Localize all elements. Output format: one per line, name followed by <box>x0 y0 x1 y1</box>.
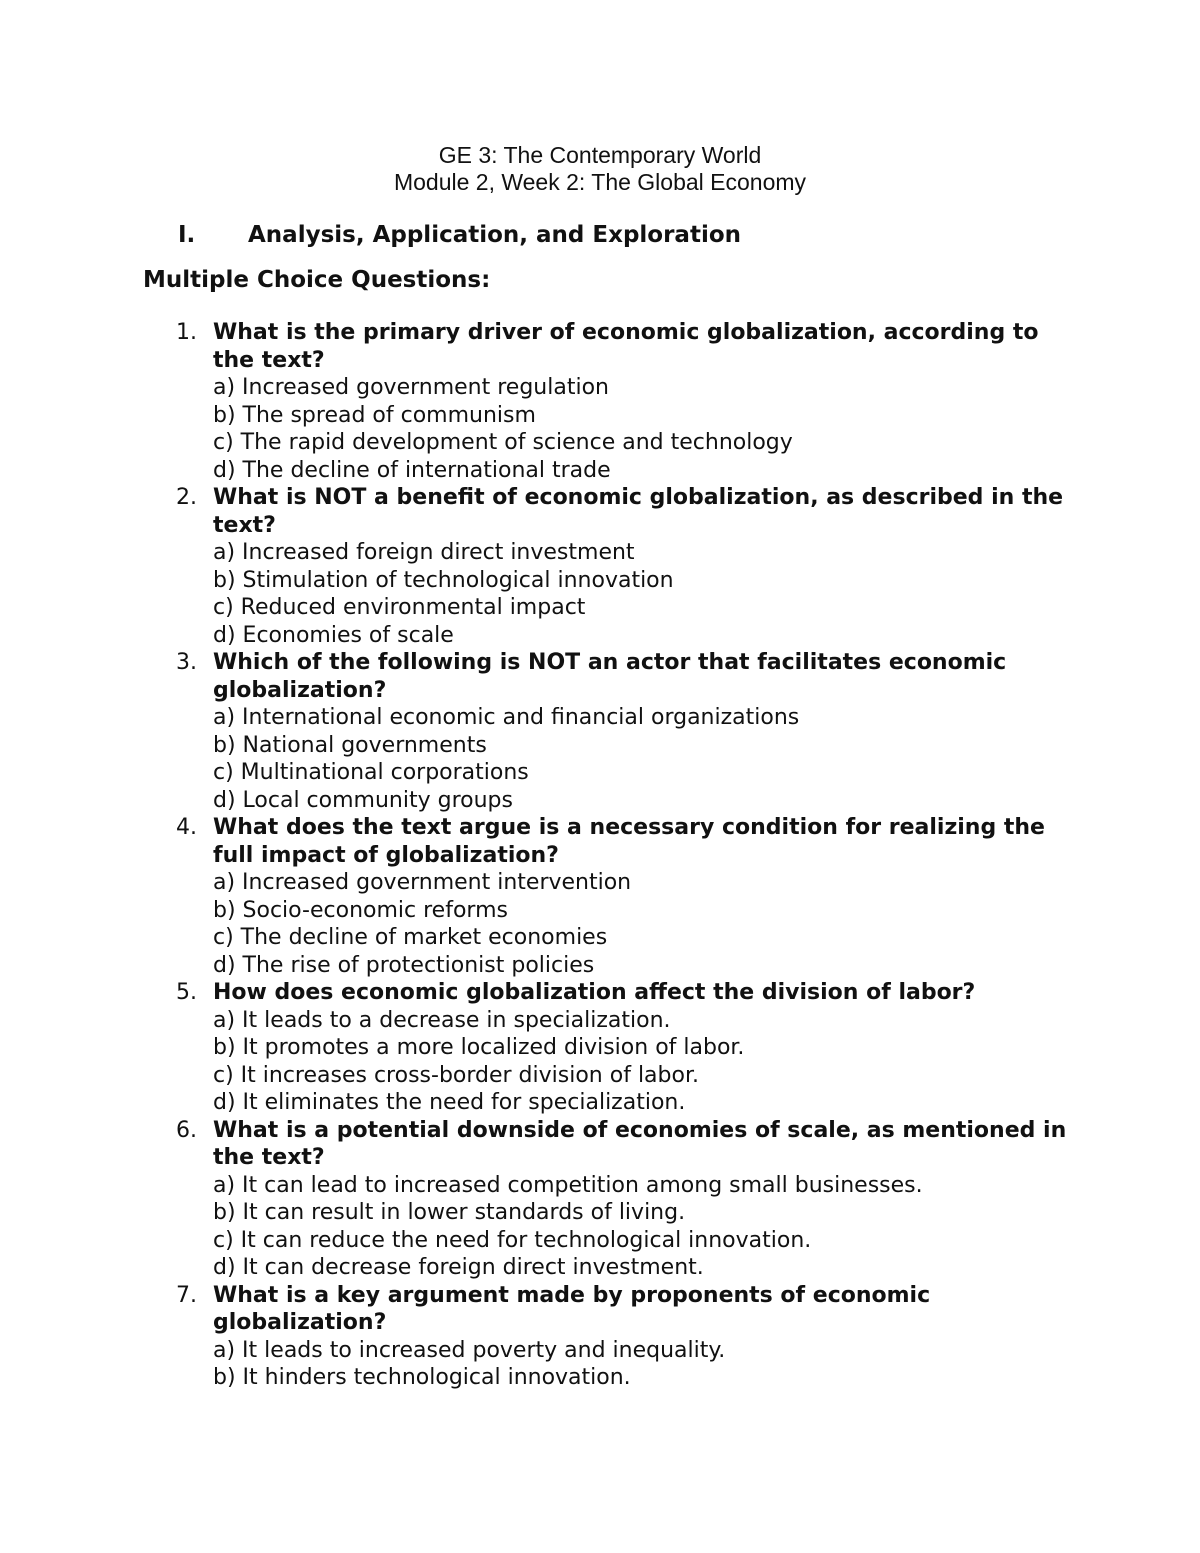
question-list <box>0 319 1200 1392</box>
question-number: 1. <box>176 320 197 345</box>
question-text: How does economic globalization affect the division of labor? <box>213 980 976 1005</box>
answer-option: a) Increased government intervention <box>213 870 632 895</box>
answer-options <box>213 704 1073 814</box>
question-number: 4. <box>176 815 197 840</box>
answer-option: c) It increases cross-border division of labor. <box>213 1062 699 1088</box>
answer-options <box>213 374 1073 484</box>
answer-option: b) Socio-economic reforms <box>213 897 508 923</box>
question-text: What is a potential downside of economies of scale, as mentioned in the text? <box>213 1117 1067 1170</box>
answer-option: b) It hinders technological innovation. <box>213 1365 631 1390</box>
answer-option: d) The rise of protectionist policies <box>213 952 595 978</box>
course-title: GE 3: The Contemporary World <box>438 142 762 168</box>
answer-options <box>213 1172 1073 1282</box>
answer-option: b) National governments <box>213 732 487 758</box>
question-item <box>0 649 1073 814</box>
answer-options <box>213 869 1073 979</box>
question-number: 5. <box>176 980 197 1005</box>
multiple-choice-heading: Multiple Choice Questions: <box>143 267 491 293</box>
answer-option: b) The spread of communism <box>213 402 536 428</box>
answer-option: a) Increased government regulation <box>213 375 609 400</box>
question-item <box>0 484 1073 649</box>
question-number: 2. <box>176 485 197 510</box>
question-item <box>0 979 1073 1117</box>
answer-options <box>213 539 1073 649</box>
answer-option: a) Increased foreign direct investment <box>213 540 635 565</box>
answer-options <box>213 1337 1073 1392</box>
answer-option: c) Reduced environmental impact <box>213 595 586 620</box>
answer-option: a) It leads to a decrease in specialization. <box>213 1007 671 1033</box>
answer-option: a) It leads to increased poverty and inequality. <box>213 1337 726 1363</box>
question-text: What is NOT a benefit of economic globalization, as described in the text? <box>213 485 1064 538</box>
answer-option: c) Multinational corporations <box>213 760 529 785</box>
answer-options <box>213 1007 1073 1117</box>
answer-option: d) The decline of international trade <box>213 457 611 483</box>
question-number: 7. <box>176 1282 197 1308</box>
question-item <box>0 1117 1073 1282</box>
question-item <box>0 1282 1073 1392</box>
section-heading <box>178 219 741 251</box>
answer-option: c) The decline of market economies <box>213 925 608 950</box>
question-item <box>0 319 1073 484</box>
document-header <box>0 142 1200 196</box>
module-title: Module 2, Week 2: The Global Economy <box>393 169 807 195</box>
answer-option: d) It can decrease foreign direct investment. <box>213 1255 704 1280</box>
question-text: What is the primary driver of economic globalization, according to the text? <box>213 320 1039 373</box>
answer-option: a) International economic and financial organizations <box>213 705 800 730</box>
question-text: Which of the following is NOT an actor that facilitates economic globalization? <box>213 650 1007 703</box>
question-text: What is a key argument made by proponents of economic globalization? <box>213 1282 931 1335</box>
answer-option: c) The rapid development of science and technology <box>213 430 793 455</box>
answer-option: d) Local community groups <box>213 787 513 813</box>
answer-option: c) It can reduce the need for technological innovation. <box>213 1227 812 1253</box>
answer-option: d) It eliminates the need for specialization. <box>213 1090 686 1115</box>
answer-option: b) It promotes a more localized division of labor. <box>213 1035 745 1060</box>
question-text: What does the text argue is a necessary condition for realizing the full impact of globalization? <box>213 815 1045 868</box>
answer-option: b) It can result in lower standards of living. <box>213 1200 686 1225</box>
answer-option: a) It can lead to increased competition among small businesses. <box>213 1172 923 1198</box>
answer-option: b) Stimulation of technological innovation <box>213 567 674 593</box>
answer-option: d) Economies of scale <box>213 622 454 648</box>
section-numeral: I. <box>178 222 196 248</box>
question-number: 6. <box>176 1117 197 1143</box>
question-item <box>0 814 1073 979</box>
question-number: 3. <box>176 650 197 675</box>
section-title: Analysis, Application, and Exploration <box>248 222 742 248</box>
